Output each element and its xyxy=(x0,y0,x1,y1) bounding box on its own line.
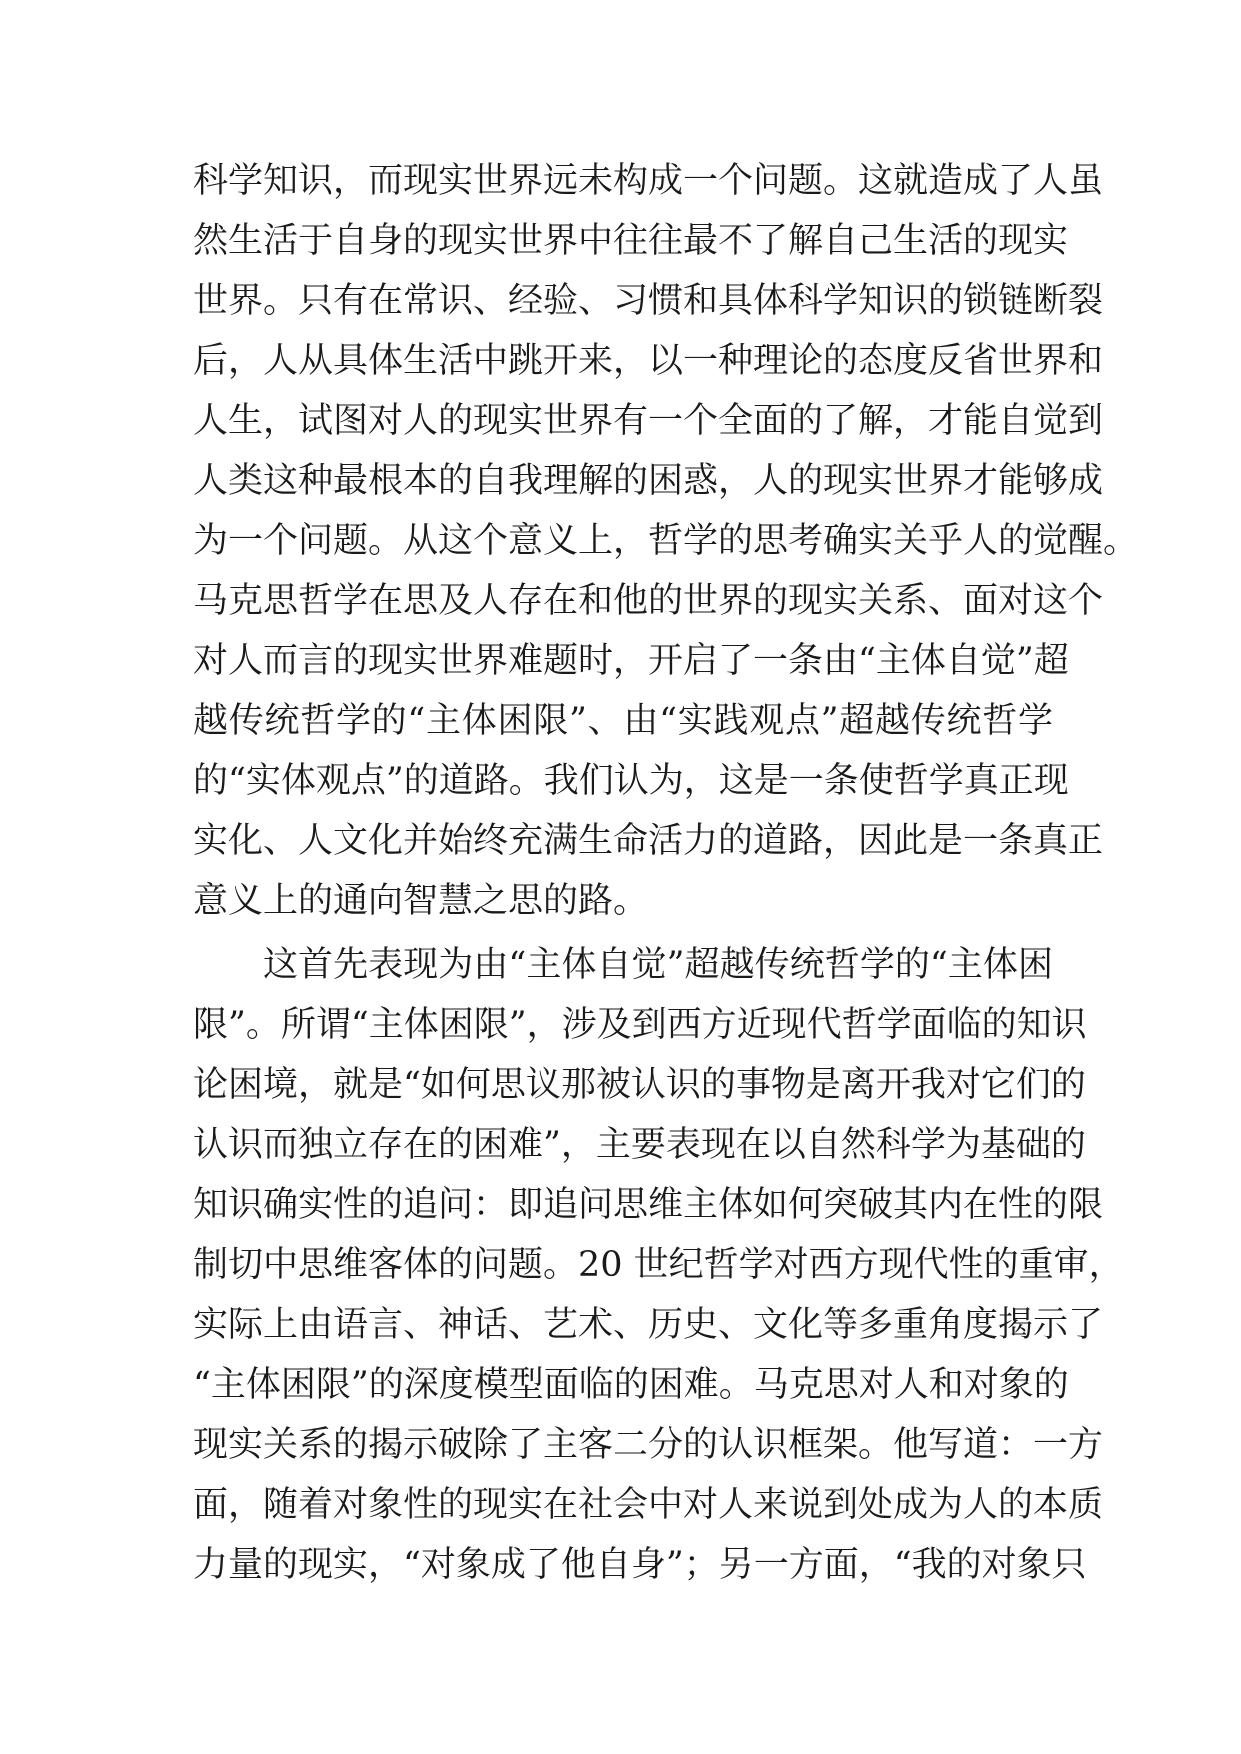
paragraph-1 xyxy=(193,151,1139,931)
text-line: 然生活于自身的现实世界中往往最不了解自己生活的现实 xyxy=(193,221,1069,261)
text-line: 对人而言的现实世界难题时，开启了一条由“主体自觉”超 xyxy=(193,641,1069,681)
paragraph-2 xyxy=(193,935,1124,1595)
text-line: 认识而独立存在的困难”，主要表现在以自然科学为基础的 xyxy=(193,1125,1086,1165)
text-line: 限”。所谓“主体困限”，涉及到西方近现代哲学面临的知识 xyxy=(193,1005,1087,1045)
text-line: 面，随着对象性的现实在社会中对人来说到处成为人的本质 xyxy=(193,1485,1104,1525)
text-line: 论困境，就是“如何思议那被认识的事物是离开我对它们的 xyxy=(193,1065,1086,1105)
text-line: 越传统哲学的“主体困限”、由“实践观点”超越传统哲学 xyxy=(193,701,1053,741)
text-line: 世界。只有在常识、经验、习惯和具体科学知识的锁链断裂 xyxy=(193,281,1104,321)
text-line: 人类这种最根本的自我理解的困惑，人的现实世界才能够成 xyxy=(193,461,1104,501)
body-text xyxy=(193,151,1139,1595)
text-line: 人生，试图对人的现实世界有一个全面的了解，才能自觉到 xyxy=(193,401,1104,441)
text-line: 后，人从具体生活中跳开来，以一种理论的态度反省世界和 xyxy=(193,341,1104,381)
text-line: 意义上的通向智慧之思的路。 xyxy=(193,881,649,921)
text-line: 制切中思维客体的问题。20 世纪哲学对西方现代性的重审， xyxy=(193,1245,1124,1285)
text-line: 马克思哲学在思及人存在和他的世界的现实关系、面对这个 xyxy=(193,581,1104,621)
text-line: “主体困限”的深度模型面临的困难。马克思对人和对象的 xyxy=(193,1365,1069,1405)
text-line: 知识确实性的追问：即追问思维主体如何突破其内在性的限 xyxy=(193,1185,1104,1225)
text-line: 实际上由语言、神话、艺术、历史、文化等多重角度揭示了 xyxy=(193,1305,1104,1345)
text-line: 力量的现实，“对象成了他自身”；另一方面，“我的对象只 xyxy=(193,1545,1087,1585)
text-line: 的“实体观点”的道路。我们认为，这是一条使哲学真正现 xyxy=(193,761,1069,801)
text-line: 为一个问题。从这个意义上，哲学的思考确实关乎人的觉醒。 xyxy=(193,521,1139,561)
text-line: 科学知识，而现实世界远未构成一个问题。这就造成了人虽 xyxy=(193,161,1104,201)
text-line: 实化、人文化并始终充满生命活力的道路，因此是一条真正 xyxy=(193,821,1104,861)
text-line: 现实关系的揭示破除了主客二分的认识框架。他写道：一方 xyxy=(193,1425,1104,1465)
text-line: 这首先表现为由“主体自觉”超越传统哲学的“主体困 xyxy=(263,945,1053,985)
